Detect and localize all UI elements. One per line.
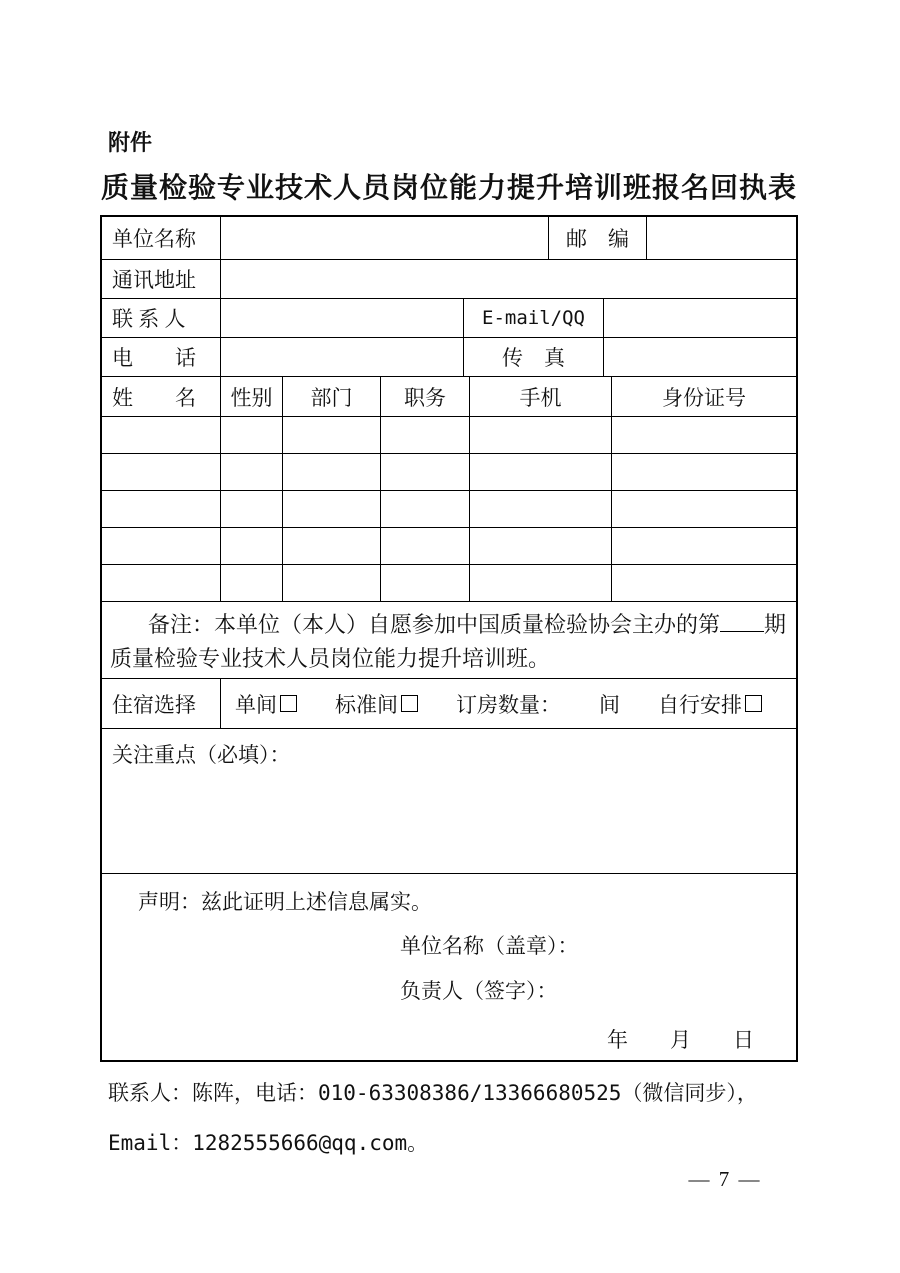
accommodation-label: 住宿选择 (102, 679, 221, 728)
header-gender: 性别 (221, 377, 283, 416)
standard-room-checkbox (401, 695, 418, 712)
cell-department (283, 491, 381, 527)
cell-department (283, 454, 381, 490)
cell-position (381, 565, 470, 601)
declaration-row (102, 874, 796, 1060)
unit-seal-label: 单位名称（盖章）： (400, 934, 579, 958)
cell-name (102, 528, 221, 564)
personnel-row (102, 491, 796, 528)
cell-position (381, 528, 470, 564)
cell-mobile (470, 454, 612, 490)
cell-mobile (470, 565, 612, 601)
page-number: — 7 — (688, 1167, 762, 1191)
personnel-row (102, 565, 796, 602)
header-name: 姓 名 (102, 377, 221, 416)
cell-name (102, 454, 221, 490)
single-room-label: 单间 (235, 692, 277, 717)
contact-person-row (102, 299, 796, 338)
blank-underline (720, 612, 764, 632)
contact-person-label: 联 系 人 (102, 299, 221, 337)
cell-id-number (612, 565, 796, 601)
registration-form-table (100, 215, 798, 1062)
declaration-statement: 声明：兹此证明上述信息属实。 (138, 890, 432, 914)
footer-email-value: 1282555666@qq.com。 (192, 1131, 429, 1155)
cell-position (381, 491, 470, 527)
header-position: 职务 (381, 377, 470, 416)
address-row (102, 260, 796, 299)
cell-department (283, 528, 381, 564)
footer-phone-numbers: 010-63308386/13366680525 (318, 1081, 622, 1105)
footer-contact-suffix: （微信同步）， (621, 1081, 758, 1105)
unit-name-field (221, 217, 549, 259)
cell-position (381, 417, 470, 453)
fax-label: 传 真 (464, 338, 604, 376)
cell-mobile (470, 491, 612, 527)
cell-mobile (470, 528, 612, 564)
footer-contact-line (108, 1077, 758, 1107)
unit-name-label: 单位名称 (102, 217, 221, 259)
header-id-number: 身份证号 (662, 385, 746, 410)
postal-code-field (647, 217, 796, 259)
contact-person-field (221, 299, 464, 337)
cell-gender (221, 417, 283, 453)
remarks-prefix: 备注：本单位（本人）自愿参加中国质量检验协会主办的第 (148, 612, 721, 637)
cell-id-number (612, 454, 796, 490)
email-qq-field (604, 299, 796, 337)
accommodation-row (102, 679, 796, 729)
header-mobile: 手机 (470, 377, 612, 416)
cell-department (283, 565, 381, 601)
email-qq-label: E-mail/QQ (464, 299, 604, 337)
fax-field (604, 338, 796, 376)
cell-gender (221, 528, 283, 564)
single-room-checkbox (280, 695, 297, 712)
cell-name (102, 565, 221, 601)
attachment-label: 附件 (108, 130, 153, 155)
focus-label: 关注重点（必填）： (112, 743, 291, 767)
phone-label: 电 话 (102, 338, 221, 376)
date-line: 年 月 日 (607, 1028, 754, 1052)
address-label: 通讯地址 (102, 260, 221, 298)
remarks-line1 (110, 608, 786, 642)
cell-name (102, 417, 221, 453)
address-field (221, 260, 796, 298)
cell-id-number (612, 491, 796, 527)
phone-field (221, 338, 464, 376)
remarks-suffix: 期 (764, 612, 787, 637)
cell-id-number (612, 417, 796, 453)
unit-name-row (102, 217, 796, 260)
self-arrange-checkbox (745, 695, 762, 712)
page-title: 质量检验专业技术人员岗位能力提升培训班报名回执表 (100, 172, 797, 203)
footer-email-line (108, 1127, 428, 1157)
focus-row (102, 729, 796, 874)
personnel-row (102, 528, 796, 565)
footer-contact-prefix: 联系人：陈阵，电话： (108, 1081, 318, 1105)
booking-qty-label: 订房数量： (456, 692, 561, 717)
cell-department (283, 417, 381, 453)
remarks-line2: 质量检验专业技术人员岗位能力提升培训班。 (110, 646, 551, 671)
signer-label: 负责人（签字）： (400, 979, 558, 1003)
footer-email-label: Email： (108, 1131, 193, 1155)
room-unit-label: 间 (599, 692, 620, 717)
declaration-block (102, 874, 796, 1060)
cell-id-number (612, 528, 796, 564)
standard-room-label: 标准间 (335, 692, 398, 717)
personnel-row (102, 417, 796, 454)
cell-gender (221, 491, 283, 527)
personnel-row (102, 454, 796, 491)
header-department: 部门 (283, 377, 381, 416)
single-room-option (235, 689, 297, 719)
cell-gender (221, 454, 283, 490)
personnel-header-row (102, 377, 796, 417)
cell-name (102, 491, 221, 527)
accommodation-options (221, 679, 796, 728)
postal-code-label: 邮 编 (549, 217, 647, 259)
cell-position (381, 454, 470, 490)
cell-gender (221, 565, 283, 601)
phone-row (102, 338, 796, 377)
self-arrange-label: 自行安排 (658, 692, 742, 717)
self-arrange-option (658, 689, 762, 719)
remarks-text (102, 602, 796, 678)
cell-mobile (470, 417, 612, 453)
standard-room-option (335, 689, 418, 719)
remarks-row (102, 602, 796, 679)
